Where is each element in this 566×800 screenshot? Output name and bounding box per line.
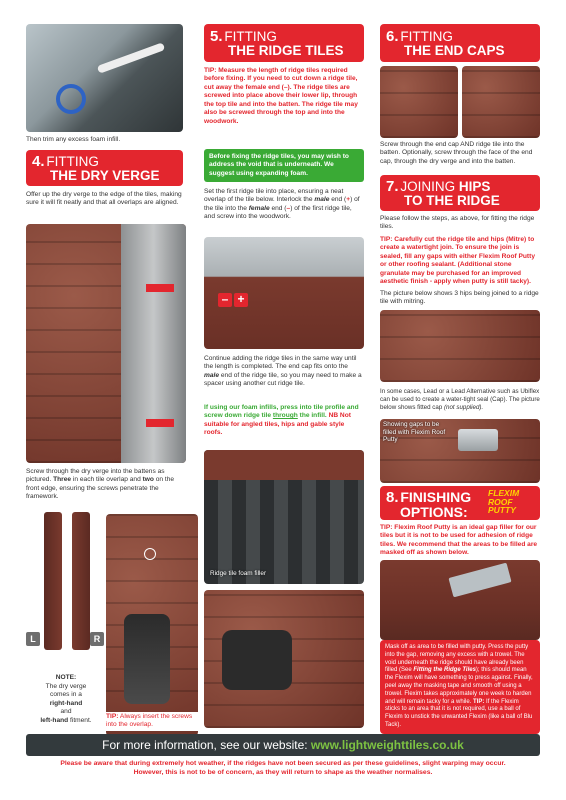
foam-infill-text [204, 404, 364, 438]
arrow-icon [146, 284, 174, 292]
text: in each tile overlap and [71, 476, 143, 484]
ridge-tip [204, 67, 364, 126]
endcap-text: Screw through the end cap AND ridge tile into the batten. Optionally, screw through the face of the end cap, through the dry verge and into the batten. [380, 141, 533, 165]
text: Always insert the screws into the overlap. [106, 713, 193, 729]
text: through [272, 412, 298, 420]
text: The dry verge [45, 682, 87, 690]
section-5-header [204, 24, 364, 62]
set-ridge-text [204, 188, 364, 222]
dry-verge-intro: Offer up the dry verge to the edge of the tiles, making sure it will fit neatly and that all overlaps are aligned. [26, 191, 182, 207]
screw-instructions [26, 468, 186, 502]
section-title-1b: HIPS [455, 179, 491, 194]
section-number: 8. [386, 489, 399, 506]
section-title-1: FITTING [400, 29, 453, 44]
text: and [60, 708, 72, 716]
trowel-icon [448, 563, 511, 598]
text: For more information, see our website: [102, 738, 311, 752]
section-4-header [26, 150, 183, 186]
circle-icon [144, 548, 156, 560]
text: ) of the tile into the [204, 196, 360, 212]
section-title-2: THE RIDGE TILES [228, 43, 344, 59]
dry-verge-photo [26, 224, 186, 463]
ridge-fit-photo [204, 237, 364, 349]
masking-photo [380, 560, 540, 640]
text: FLEXIM [488, 488, 520, 498]
text: If using our foam infills, press into tile profile and screw down ridge tile [204, 404, 359, 420]
text: Flexim Roof Putty is an ideal gap filler for our tiles but it is not to be used for adhesion of ridge tiles. We recommend that the areas to be filled are masked off as shown below. [380, 524, 538, 557]
section-title-1: FINISHING [400, 489, 472, 505]
text: ); this should mean the Flexim will have something to press against. Finally, peel away the masking tape and smooth off using a trowel. Flexim takes approximately one week to harden and will remain tacky for a while. [385, 667, 533, 705]
text: – [286, 204, 291, 212]
verge-note [26, 674, 106, 725]
section-7-header [380, 175, 540, 211]
text: female [248, 204, 270, 212]
text: end ( [269, 204, 287, 212]
minus-badge: – [218, 293, 232, 307]
section-number: 4. [32, 153, 45, 170]
flexim-logo [488, 489, 519, 515]
text: fitment. [68, 716, 92, 724]
text: In some cases, Lead or a Lead Alternative such as Ubiflex can be used to create a water-tight seal (Cap). The picture below shows fitted cap [380, 388, 540, 411]
website-link[interactable]: www.lightweighttiles.co.uk [310, 738, 464, 752]
continue-text [204, 355, 364, 389]
section-title-1: FITTING [46, 154, 99, 169]
section-number: 5. [210, 28, 223, 45]
text: Continue adding the ridge tiles in the same way until the length is completed. The end cap fits onto the [204, 355, 357, 371]
right-verge-piece [72, 512, 90, 650]
foam-filler-photo [204, 450, 364, 584]
section-title-1: JOINING [400, 179, 456, 194]
text: Three [53, 476, 72, 484]
left-verge-piece [44, 512, 62, 650]
section-title-2: OPTIONS: [400, 504, 468, 521]
section-number: 6. [386, 28, 399, 45]
hips-tip [380, 236, 542, 287]
tip-overlap [106, 712, 202, 731]
section-title-2: THE DRY VERGE [50, 168, 160, 184]
warning-line-2: However, this is not to be of concern, as they will return to shape as the weather normalises. [133, 768, 433, 776]
website-bar [26, 734, 540, 756]
text: two [142, 476, 154, 484]
endcap-photo-1 [380, 66, 458, 138]
warning-line-1: Please be aware that during extremely hot weather, if the ridges have not been secured as per these guidelines, slight warping may occur. [60, 760, 506, 767]
text: ROOF [488, 496, 513, 507]
text: (not supplied). [443, 403, 484, 411]
text: + [346, 196, 351, 204]
text: Screw through the dry verge into the battens as pictured. [26, 468, 165, 484]
tip-label: TIP: [380, 236, 393, 243]
text: NB Not suitable for angled tiles, hips and gable style roofs. [204, 412, 351, 437]
text: male [204, 371, 220, 379]
foam-filler-label: Ridge tile foam filler [210, 570, 267, 577]
plus-badge: + [234, 293, 248, 307]
text: Fitting the Ridge Tiles [413, 667, 476, 674]
masking-instructions [380, 640, 540, 734]
lead-cap-photo [380, 419, 540, 483]
text: comes in a [50, 691, 82, 699]
text: Set the first ridge tile into place, ensuring a neat overlap of the tile below. Interlock the [204, 188, 344, 204]
section-title-1: FITTING [224, 29, 277, 44]
drill-icon [222, 630, 292, 690]
label-L: L [26, 632, 40, 646]
section-title-2: THE END CAPS [404, 43, 505, 59]
text: TIP: [473, 698, 485, 705]
section-number: 7. [386, 178, 399, 195]
flexim-tip [380, 524, 542, 558]
drill-photo [106, 514, 198, 736]
label-R: R [90, 632, 104, 646]
hips-intro: Please follow the steps, as above, for fitting the ridge tiles. [380, 215, 535, 231]
trim-foam-photo [26, 24, 183, 132]
text: PUTTY [488, 505, 516, 515]
scissors-icon [56, 84, 86, 114]
ridge-drill-photo [204, 590, 364, 728]
text: Mask off as area to be filled with putty. Press the putty into the gap, removing any excess with a trowel. The void underneath the ridge should have already been filled (See [385, 644, 529, 674]
lead-text [380, 388, 542, 412]
arrow-icon [146, 419, 174, 427]
text: If the Flexim sticks to an area that it is not required, use a ball of Flexim to unstick the unwanted Flexim (like a ball of Blu Tack). [385, 698, 533, 728]
hips-picture-text: The picture below shows 3 hips being joined to a ridge tile with mitring. [380, 290, 539, 306]
hips-photo [380, 310, 540, 382]
trim-caption: Then trim any excess foam infill. [26, 136, 121, 143]
section-8-header [380, 486, 540, 520]
tip-label: TIP: [204, 67, 217, 74]
section-6-header [380, 24, 540, 62]
text: end ( [329, 196, 347, 204]
tip-label: TIP: [106, 713, 119, 720]
section-title-2: TO THE RIDGE [404, 193, 500, 209]
weather-warning [20, 760, 546, 778]
lead-cap [458, 429, 498, 451]
endcap-photo-2 [462, 66, 540, 138]
text: the infill. [297, 412, 329, 420]
note-title: NOTE: [55, 674, 77, 681]
text: right-hand [49, 699, 83, 707]
text: male [314, 196, 330, 204]
expanding-foam-box: Before fixing the ridge tiles, you may wish to address the void that is underneath. We suggest using expanding foam. [204, 149, 364, 182]
gaps-label: Showing gaps to be filled with Flexim Roof Putty [383, 421, 446, 444]
drill-icon [124, 614, 170, 704]
text: end of the ridge tile, so you may need to make a spacer using another cut ridge tile. [204, 371, 362, 388]
text: Measure the length of ridge tiles required before fixing. If you need to cut down a ridge tile, cut away the female end (–). The ridge tiles are screwed into place above their lower lip, through the top tile and into the batten. The ridge tile may also be screwed through the top and into the woodwork. [204, 67, 358, 125]
text: on the front edge, ensuring the screws penetrate the framework. [26, 476, 175, 501]
tip-label: TIP: [380, 524, 393, 531]
text: Carefully cut the ridge tile and hips (Mitre) to create a watertight join. To ensure the join is sealed, fill any gaps with either Flexim Roof Putty or other roofing sealant. (Additional stone granulate may be purchased for an improved aesthetic finish - apply when putty is still tacky). [380, 236, 535, 286]
text: left-hand [40, 716, 69, 724]
text: ) of the first ridge tile, and screw into the woodwork. [204, 204, 352, 221]
